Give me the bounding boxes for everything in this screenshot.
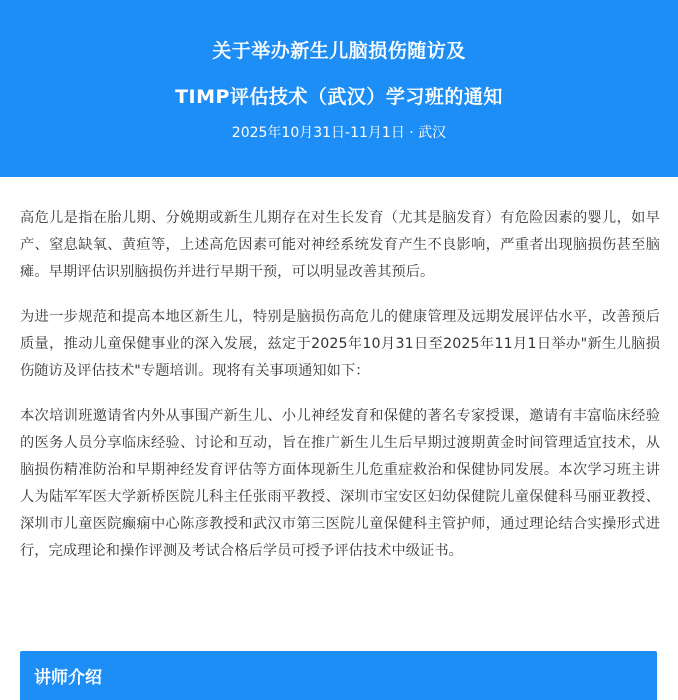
lecturer-section-header bbox=[20, 651, 657, 700]
lecturer-section-title: 讲师介绍 bbox=[34, 668, 102, 688]
notice-body bbox=[20, 205, 660, 583]
notice-header bbox=[0, 0, 678, 177]
notice-title-line1: 关于举办新生儿脑损伤随访及 bbox=[212, 40, 466, 62]
notice-date-location: 2025年10月31日-11月1日 · 武汉 bbox=[231, 125, 447, 141]
notice-title-line2: TIMP评估技术（武汉）学习班的通知 bbox=[175, 86, 503, 108]
paragraph-training-details: 本次培训班邀请省内外从事围产新生儿、小儿神经发育和保健的著名专家授课，邀请有丰富临床经验的医务人员分享临床经验、讨论和互动，旨在推广新生儿生后早期过渡期黄金时间管理适宜技术，从脑损伤精准防治和早期神经发育评估等方面体现新生儿危重症救治和保健协同发展。本次学习班主讲人为陆军军医大学新桥医院儿科主任张雨平教授、深圳市宝安区妇幼保健院儿童保健科马丽亚教授、深圳市儿童医院癫痫中心陈彦教授和武汉市第三医院儿童保健科主管护师，通过理论结合实操形式进行，完成理论和操作评测及考试合格后学员可授予评估技术中级证书。 bbox=[20, 408, 660, 559]
paragraph-training-purpose: 为进一步规范和提高本地区新生儿，特别是脑损伤高危儿的健康管理及远期发展评估水平，改善预后质量，推动儿童保健事业的深入发展，兹定于2025年10月31日至2025年11月1日举办"新生儿脑损伤随访及评估技术"专题培训。现将有关事项通知如下： bbox=[20, 309, 660, 379]
paragraph-high-risk-infants: 高危儿是指在胎儿期、分娩期或新生儿期存在对生长发育（尤其是脑发育）有危险因素的婴儿，如早产、窒息缺氧、黄疸等，上述高危因素可能对神经系统发育产生不良影响，严重者出现脑损伤甚至脑瘫。早期评估识别脑损伤并进行早期干预，可以明显改善其预后。 bbox=[20, 210, 660, 280]
